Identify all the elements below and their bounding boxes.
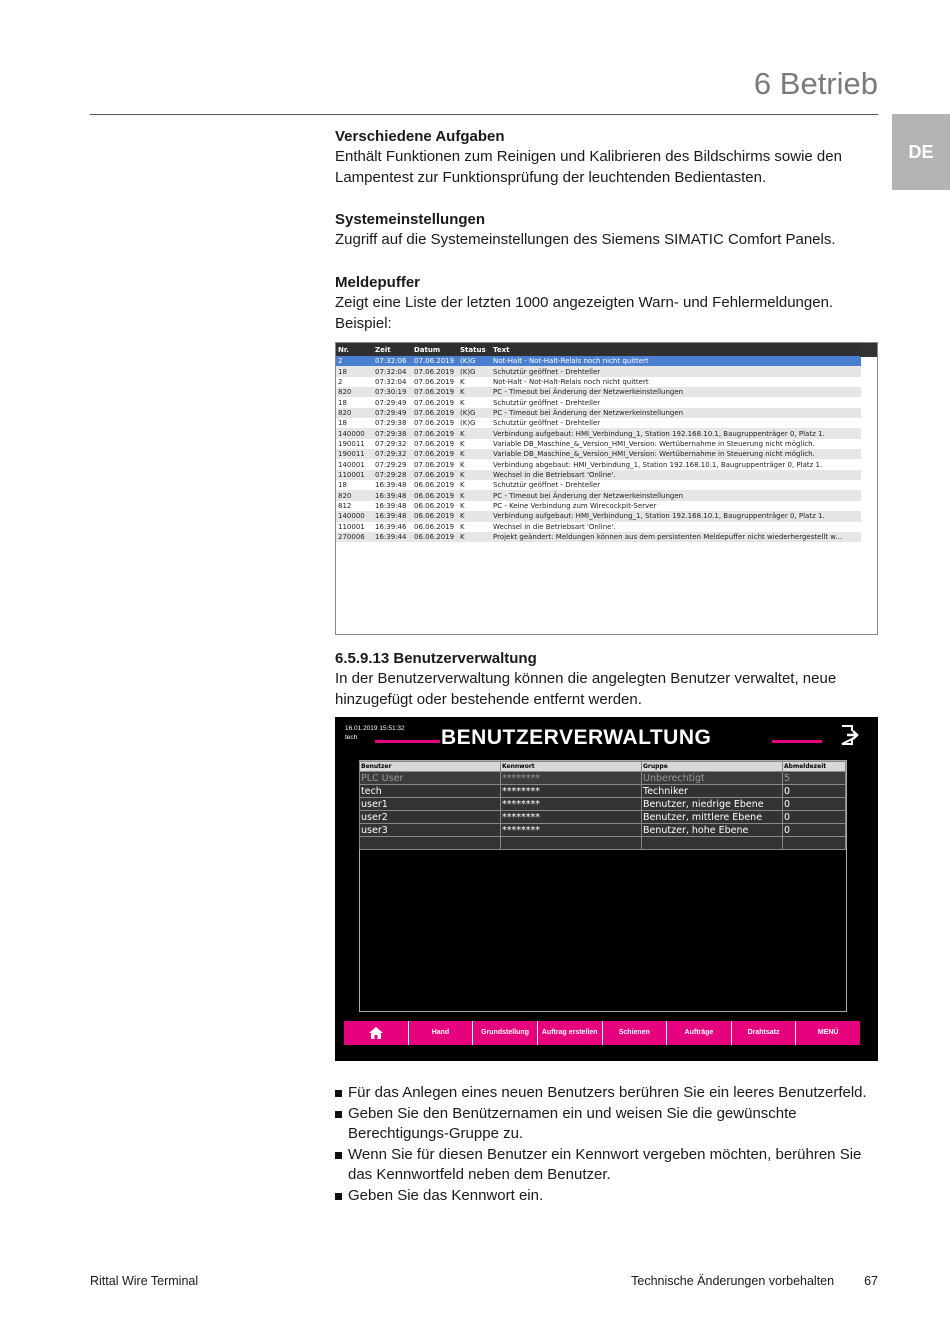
chapter-title: 6 Betrieb <box>753 66 878 101</box>
user-cell[interactable]: ******** <box>501 785 642 798</box>
table-cell: 07:29:49 <box>373 408 412 418</box>
table-cell: 07.06.2019 <box>412 387 458 397</box>
current-user: tech <box>345 734 358 741</box>
nav-button[interactable]: Hand <box>409 1021 473 1045</box>
table-cell: (K)G <box>458 366 491 376</box>
title-accent-right <box>772 740 822 743</box>
column-header: Datum <box>412 343 458 356</box>
user-cell[interactable]: user1 <box>360 798 501 811</box>
user-cell[interactable] <box>360 837 501 850</box>
table-cell: 06.06.2019 <box>412 532 458 542</box>
section-buffer <box>335 273 880 334</box>
user-cell[interactable]: ******** <box>501 798 642 811</box>
table-cell: 07:29:29 <box>375 460 407 469</box>
section-misc <box>335 127 880 188</box>
section-text: In der Benutzerverwaltung können die angelegten Benutzer verwaltet, neue hinzugefügt oder bestehende entfernt werden. <box>335 670 837 708</box>
table-cell: 07.06.2019 <box>414 419 455 428</box>
table-row[interactable] <box>336 387 861 397</box>
table-row[interactable] <box>336 459 861 469</box>
user-cell[interactable] <box>783 837 846 850</box>
table-cell: 190011 <box>338 439 365 448</box>
table-cell: 16:39:48 <box>373 490 412 500</box>
table-row[interactable] <box>336 490 861 500</box>
column-header: Nr. <box>336 343 373 356</box>
table-cell: K <box>458 511 491 521</box>
table-cell: PC - Timeout bei Änderung der Netzwerkeinstellungen <box>491 490 861 500</box>
user-row[interactable] <box>360 772 846 785</box>
table-cell: K <box>460 522 465 531</box>
nav-button[interactable]: Drahtsatz <box>732 1021 796 1045</box>
table-cell: 812 <box>338 501 352 510</box>
table-cell: 2 <box>336 356 373 366</box>
table-cell: 07:32:04 <box>373 366 412 376</box>
list-item <box>335 1083 880 1104</box>
table-cell: 820 <box>336 490 373 500</box>
table-cell: Schutztür geöffnet - Drehteller <box>493 419 601 428</box>
table-cell: K <box>458 470 491 480</box>
table-row[interactable] <box>336 356 861 366</box>
table-cell: 06.06.2019 <box>412 490 458 500</box>
table-cell: Projekt geändert: Meldungen können aus dem persistenten Meldepuffer nicht wiederhergestellt w... <box>491 532 861 542</box>
column-header: Status <box>458 343 491 356</box>
table-cell: 140001 <box>338 460 365 469</box>
table-row[interactable] <box>336 366 861 376</box>
table-cell: K <box>460 439 465 448</box>
table-row[interactable] <box>336 418 861 428</box>
table-cell: Verbindung aufgebaut: HMI_Verbindung_1, Station 192.168.10.1, Baugruppenträger 0, Platz 1. <box>491 511 861 521</box>
user-cell[interactable]: ******** <box>501 824 642 837</box>
table-cell: 07:29:32 <box>375 439 407 448</box>
table-cell: 07.06.2019 <box>412 428 458 438</box>
user-management-screenshot <box>335 717 878 1061</box>
table-cell: Schutztür geöffnet - Drehteller <box>493 481 601 490</box>
table-cell: 110001 <box>336 470 373 480</box>
nav-button[interactable]: Auftrag erstellen <box>538 1021 602 1045</box>
table-cell: K <box>458 387 491 397</box>
nav-button[interactable]: Schienen <box>603 1021 667 1045</box>
user-cell[interactable]: 0 <box>783 811 846 824</box>
table-cell: 110001 <box>338 522 365 531</box>
table-cell: 07.06.2019 <box>414 460 455 469</box>
table-cell: 07.06.2019 <box>414 398 455 407</box>
table-row[interactable] <box>336 439 861 449</box>
list-item-text: Für das Anlegen eines neuen Benutzers berühren Sie ein leeres Benutzerfeld. <box>348 1084 867 1101</box>
list-item-text: Geben Sie den Benützernamen ein und weisen Sie die gewünschte Berechtigungs-Gruppe zu. <box>348 1104 797 1142</box>
user-cell[interactable]: Unberechtigt <box>642 772 783 785</box>
table-cell: 07:29:49 <box>375 398 407 407</box>
bullet-square <box>335 1083 348 1104</box>
bullet-square <box>335 1104 348 1145</box>
table-cell: K <box>458 428 491 438</box>
table-cell: Variable DB_Maschine_&_Version_HMI_Version: Wertübernahme in Steuerung nicht möglich. <box>493 439 815 448</box>
table-cell: 140000 <box>336 428 373 438</box>
table-cell: 140000 <box>336 511 373 521</box>
bullet-square <box>335 1186 348 1207</box>
user-cell[interactable]: tech <box>360 785 501 798</box>
column-header: Benutzer <box>360 762 501 772</box>
user-row[interactable] <box>360 798 846 811</box>
table-cell: K <box>458 532 491 542</box>
table-cell: K <box>460 481 465 490</box>
table-cell: 07:30:19 <box>373 387 412 397</box>
section-heading: Verschiedene Aufgaben <box>335 128 505 145</box>
footer-product: Rittal Wire Terminal <box>90 1274 199 1288</box>
table-cell: 18 <box>338 481 347 490</box>
table-cell: PC - Timeout bei Änderung der Netzwerkeinstellungen <box>491 387 861 397</box>
table-cell: 16:39:48 <box>373 511 412 521</box>
user-row[interactable] <box>360 837 846 850</box>
table-row[interactable] <box>336 511 861 521</box>
section-system <box>335 210 880 251</box>
column-header: Kennwort <box>501 762 642 772</box>
table-cell: 07.06.2019 <box>412 470 458 480</box>
nav-home-button[interactable] <box>344 1021 408 1045</box>
table-cell: K <box>460 377 465 386</box>
screen-title: BENUTZERVERWALTUNG <box>441 726 712 749</box>
table-row[interactable] <box>336 408 861 418</box>
table-cell: 06.06.2019 <box>412 511 458 521</box>
user-table <box>359 761 846 850</box>
table-cell: 07.06.2019 <box>412 449 458 459</box>
user-cell[interactable]: user3 <box>360 824 501 837</box>
table-cell: 07.06.2019 <box>412 356 458 366</box>
table-row[interactable] <box>336 377 861 387</box>
footer-disclaimer: Technische Änderungen vorbehalten <box>631 1274 835 1288</box>
table-row[interactable] <box>336 480 861 490</box>
table-cell: 18 <box>338 398 347 407</box>
table-cell: 07:29:38 <box>373 428 412 438</box>
table-cell: 07.06.2019 <box>412 408 458 418</box>
table-cell: 16:39:46 <box>375 522 407 531</box>
column-header: Gruppe <box>642 762 783 772</box>
table-cell: 16:39:48 <box>375 501 407 510</box>
table-cell: K <box>458 449 491 459</box>
user-row[interactable] <box>360 811 846 824</box>
user-cell[interactable]: Benutzer, mittlere Ebene <box>642 811 783 824</box>
section-text: Zugriff auf die Systemeinstellungen des Siemens SIMATIC Comfort Panels. <box>335 231 836 248</box>
table-cell: Verbindung aufgebaut: HMI_Verbindung_1, Station 192.168.10.1, Baugruppenträger 0, Platz 1. <box>491 428 861 438</box>
table-cell: K <box>460 460 465 469</box>
table-cell: 16:39:48 <box>375 481 407 490</box>
section-heading: Systemeinstellungen <box>335 211 486 228</box>
table-cell: K <box>460 501 465 510</box>
scrollbar <box>860 343 877 357</box>
table-cell: Verbindung abgebaut: HMI_Verbindung_1, Station 192.168.10.1, Baugruppenträger 0, Platz 1. <box>493 460 823 469</box>
footer-notice <box>631 1274 878 1288</box>
table-row[interactable] <box>336 449 861 459</box>
table-cell: 190011 <box>336 449 373 459</box>
table-row[interactable] <box>336 470 861 480</box>
table-cell: 16:39:44 <box>373 532 412 542</box>
bullet-square <box>335 1145 348 1186</box>
user-cell[interactable]: user2 <box>360 811 501 824</box>
table-cell: 07:32:04 <box>375 377 407 386</box>
table-cell: 07.06.2019 <box>414 439 455 448</box>
user-row[interactable] <box>360 824 846 837</box>
table-cell: PC - Timeout bei Änderung der Netzwerkeinstellungen <box>491 408 861 418</box>
user-cell[interactable]: ******** <box>501 772 642 785</box>
table-cell: Schutztür geöffnet - Drehteller <box>491 366 861 376</box>
table-cell: Wechsel in die Betriebsart 'Online'. <box>493 522 616 531</box>
home-icon <box>368 1026 384 1040</box>
table-cell: 270006 <box>336 532 373 542</box>
nav-button[interactable]: Aufträge <box>667 1021 731 1045</box>
list-item <box>335 1104 880 1145</box>
table-row[interactable] <box>336 532 861 542</box>
datetime: 16.01.2019 15:51:32 <box>345 725 405 732</box>
user-cell[interactable] <box>501 837 642 850</box>
table-row[interactable] <box>336 428 861 438</box>
table-row[interactable] <box>336 522 861 532</box>
user-cell[interactable]: 5 <box>783 772 846 785</box>
table-cell: 2 <box>338 377 343 386</box>
list-item <box>335 1186 880 1207</box>
page-number: 67 <box>864 1274 878 1288</box>
example-label: Beispiel: <box>335 314 392 332</box>
column-header: Zeit <box>373 343 412 356</box>
user-cell[interactable]: Benutzer, niedrige Ebene <box>642 798 783 811</box>
table-cell: K <box>458 490 491 500</box>
user-cell[interactable]: 0 <box>783 785 846 798</box>
section-heading: 6.5.9.13 Benutzerverwaltung <box>335 650 537 667</box>
message-table <box>336 343 861 542</box>
nav-bar <box>344 1021 860 1045</box>
list-item <box>335 1145 880 1186</box>
table-cell: (K)G <box>458 356 491 366</box>
table-cell: PC - Keine Verbindung zum Wirecockpit-Server <box>493 501 657 510</box>
table-cell: 07.06.2019 <box>412 366 458 376</box>
instruction-list <box>335 1083 880 1206</box>
table-row[interactable] <box>336 501 861 511</box>
table-cell: 06.06.2019 <box>414 501 455 510</box>
user-cell[interactable]: ******** <box>501 811 642 824</box>
exit-icon[interactable] <box>840 724 860 746</box>
user-cell[interactable] <box>642 837 783 850</box>
table-cell: Variable DB_Maschine_&_Version_HMI_Version: Wertübernahme in Steuerung nicht möglich. <box>491 449 861 459</box>
table-cell: 06.06.2019 <box>414 481 455 490</box>
section-text: Zeigt eine Liste der letzten 1000 angezeigten Warn- und Fehlermeldungen. <box>335 294 834 311</box>
table-cell: (K)G <box>460 419 476 428</box>
list-item-text: Geben Sie das Kennwort ein. <box>348 1186 544 1204</box>
table-cell: 820 <box>336 408 373 418</box>
table-cell: 06.06.2019 <box>414 522 455 531</box>
table-cell: 07:29:32 <box>373 449 412 459</box>
table-cell: 07:32:06 <box>373 356 412 366</box>
table-row[interactable] <box>336 397 861 407</box>
header-rule <box>90 114 878 115</box>
user-row[interactable] <box>360 785 846 798</box>
title-accent-left <box>375 740 440 743</box>
table-cell: 07:29:38 <box>375 419 407 428</box>
section-users <box>335 649 880 710</box>
table-cell: Schutztür geöffnet - Drehteller <box>493 398 601 407</box>
user-cell[interactable]: PLC User <box>360 772 501 785</box>
table-cell: Wechsel in die Betriebsart 'Online'. <box>491 470 861 480</box>
table-cell: 07:29:28 <box>373 470 412 480</box>
user-cell[interactable]: Benutzer, hohe Ebene <box>642 824 783 837</box>
user-cell[interactable]: 0 <box>783 798 846 811</box>
section-heading: Meldepuffer <box>335 274 421 291</box>
table-cell: 18 <box>338 419 347 428</box>
table-cell: Not-Halt - Not-Halt-Relais noch nicht quittert <box>491 356 861 366</box>
table-cell: K <box>460 398 465 407</box>
table-cell: 820 <box>336 387 373 397</box>
table-cell: Not-Halt - Not-Halt-Relais noch nicht quittert <box>493 377 649 386</box>
language-tab: DE <box>892 114 950 190</box>
table-cell: (K)G <box>458 408 491 418</box>
column-header: Abmeldezeit <box>783 762 846 772</box>
nav-button[interactable]: MENÜ <box>796 1021 860 1045</box>
column-header: Text <box>491 343 861 356</box>
nav-button[interactable]: Grundstellung <box>473 1021 537 1045</box>
section-text: Enthält Funktionen zum Reinigen und Kalibrieren des Bildschirms sowie den Lampentest zur Funktionsprüfung der leuchtenden Bedientasten. <box>335 148 842 186</box>
table-cell: 18 <box>336 366 373 376</box>
user-cell[interactable]: 0 <box>783 824 846 837</box>
message-buffer-screenshot <box>335 342 878 635</box>
table-cell: 07.06.2019 <box>414 377 455 386</box>
list-item-text: Wenn Sie für diesen Benutzer ein Kennwort vergeben möchten, berühren Sie das Kennwortfeld neben dem Benutzer. <box>348 1145 862 1183</box>
user-cell[interactable]: Techniker <box>642 785 783 798</box>
